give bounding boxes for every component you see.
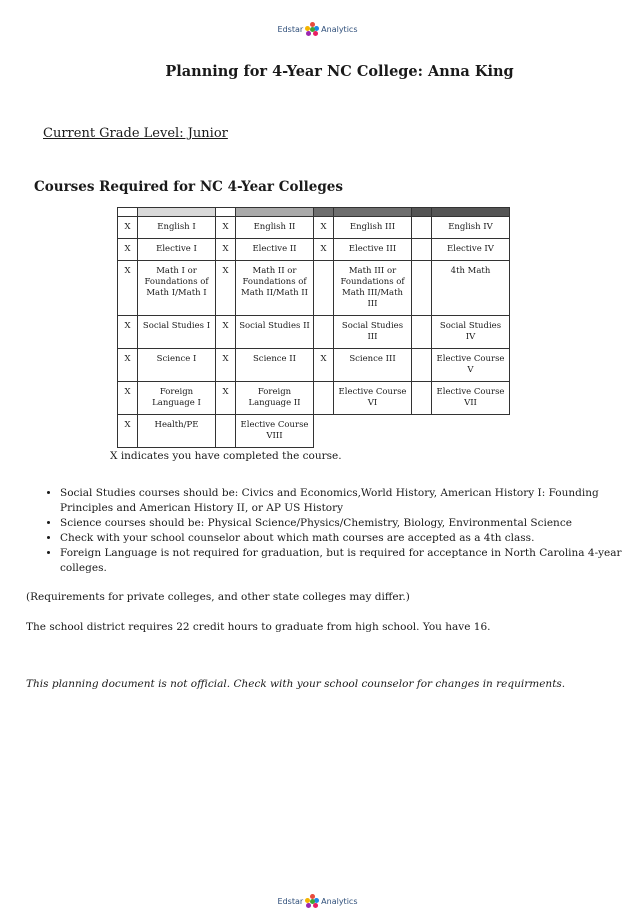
course-cell: Math I or Foundations of Math I/Math I [138,261,216,316]
logo-text-left: Edstar [277,24,304,34]
completed-mark: X [216,316,236,349]
year2-header [236,208,314,217]
completed-mark [314,382,334,415]
list-item: • Science courses should be: Physical Science/Physics/Chemistry, Biology, Environmental Science [60,516,635,531]
completed-mark: X [118,415,138,448]
edstar-logo [278,22,358,36]
notes-list [26,486,635,576]
table-header-row [118,208,510,217]
completed-mark: X [118,349,138,382]
course-cell: Elective Course VI [334,382,412,415]
completed-mark [412,239,432,261]
course-cell: Social Studies IV [432,316,510,349]
completed-mark [314,316,334,349]
section-heading: Courses Required for NC 4-Year Colleges [34,179,343,195]
table-row [118,261,510,316]
year4-header [432,208,510,217]
logo-text-left: Edstar [277,896,304,906]
course-cell: Math III or Foundations of Math III/Math III [334,261,412,316]
completed-mark: X [216,217,236,239]
completed-mark: X [216,239,236,261]
completed-mark: X [118,239,138,261]
course-cell: Social Studies I [138,316,216,349]
course-cell: Science II [236,349,314,382]
table-row [118,415,510,448]
list-item: • Foreign Language is not required for graduation, but is required for acceptance in North Carolina 4-year colleges. [60,546,635,576]
course-cell: Elective Course VII [432,382,510,415]
table-row [118,217,510,239]
logo-dots-icon [305,22,319,36]
list-item: • Social Studies courses should be: Civics and Economics,World History, American History I: Founding Principles and American History II, or AP US History [60,486,635,516]
completed-mark: X [314,217,334,239]
table-row [118,349,510,382]
course-cell: Foreign Language II [236,382,314,415]
logo-text-right: Analytics [321,896,358,906]
edstar-logo-footer [278,894,358,908]
course-cell: Social Studies II [236,316,314,349]
logo-text-right: Analytics [321,24,358,34]
course-cell: English IV [432,217,510,239]
course-cell: Elective II [236,239,314,261]
completed-mark: X [118,261,138,316]
requirements-note: (Requirements for private colleges, and other state colleges may differ.) [26,591,410,603]
page-title: Planning for 4-Year NC College: Anna King [165,63,514,80]
credit-note: The school district requires 22 credit hours to graduate from high school. You have 16. [26,621,491,633]
legend-text: X indicates you have completed the course. [110,450,342,462]
completed-mark: X [118,382,138,415]
completed-mark: X [216,261,236,316]
list-item: • Check with your school counselor about which math courses are accepted as a 4th class. [60,531,635,546]
completed-mark: X [118,316,138,349]
course-cell: Elective Course VIII [236,415,314,448]
course-cell: 4th Math [432,261,510,316]
logo-dots-icon [305,894,319,908]
courses-table [117,207,510,448]
table-row [118,382,510,415]
course-cell: Science I [138,349,216,382]
course-cell: English III [334,217,412,239]
completed-mark [216,415,236,448]
completed-mark [314,261,334,316]
course-cell: Elective Course V [432,349,510,382]
course-cell: Social Studies III [334,316,412,349]
completed-mark: X [216,382,236,415]
completed-mark [412,316,432,349]
course-cell: Foreign Language I [138,382,216,415]
year1-header [138,208,216,217]
course-cell: Science III [334,349,412,382]
completed-mark [412,261,432,316]
completed-mark: X [314,349,334,382]
course-cell: Health/PE [138,415,216,448]
disclaimer: This planning document is not official. Check with your school counselor for changes in requirments. [26,678,566,690]
completed-mark [412,349,432,382]
course-cell: Elective IV [432,239,510,261]
course-cell: Elective I [138,239,216,261]
grade-level: Current Grade Level: Junior [43,126,228,141]
completed-mark: X [314,239,334,261]
course-cell: English II [236,217,314,239]
completed-mark: X [118,217,138,239]
course-cell: Math II or Foundations of Math II/Math II [236,261,314,316]
course-cell: Elective III [334,239,412,261]
year3-header [334,208,412,217]
table-row [118,316,510,349]
course-cell: English I [138,217,216,239]
table-row [118,239,510,261]
completed-mark: X [216,349,236,382]
completed-mark [412,217,432,239]
completed-mark [412,382,432,415]
